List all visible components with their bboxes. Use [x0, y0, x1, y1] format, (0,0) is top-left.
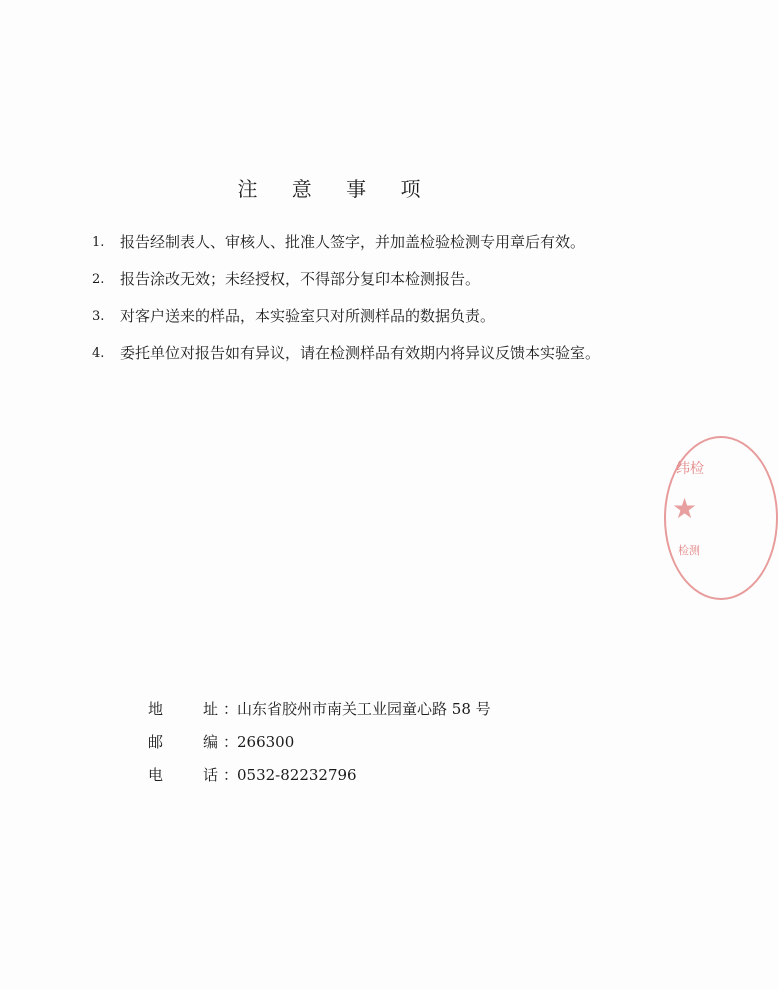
address-row [148, 693, 608, 726]
note-number: 1. [92, 235, 105, 250]
postcode-row [148, 726, 608, 759]
postcode-value: 266300 [237, 733, 295, 751]
postcode-label-a: 邮 [148, 733, 164, 751]
postcode-colon: ： [223, 733, 239, 751]
note-number: 3. [92, 309, 105, 324]
note-number: 2. [92, 272, 105, 287]
postcode-label-b: 编 [203, 733, 219, 751]
note-text: 对客户送来的样品，本实验室只对所测样品的数据负责。 [120, 307, 496, 325]
stamp-text-top: 纬检 [676, 461, 704, 477]
address-label-a: 地 [148, 700, 164, 718]
contact-info [148, 693, 608, 792]
note-item [92, 335, 602, 372]
notes-list [92, 224, 602, 372]
note-item [92, 224, 602, 261]
note-item [92, 298, 602, 335]
address-value: 山东省胶州市南关工业园童心路 58 号 [237, 700, 491, 718]
note-text: 委托单位对报告如有异议，请在检测样品有效期内将异议反馈本实验室。 [120, 344, 601, 362]
star-icon: ★ [672, 492, 698, 525]
note-text: 报告经制表人、审核人、批准人签字，并加盖检验检测专用章后有效。 [120, 233, 586, 251]
note-number: 4. [92, 346, 105, 361]
address-colon: ： [223, 700, 239, 718]
address-label-b: 址 [203, 700, 219, 718]
note-item [92, 261, 602, 298]
phone-label-b: 话 [203, 766, 219, 784]
phone-label-a: 电 [148, 766, 164, 784]
phone-value: 0532-82232796 [237, 766, 357, 784]
phone-colon: ： [223, 766, 239, 784]
page-title: 注 意 事 项 [237, 177, 435, 202]
stamp-text-bottom: 检测 [678, 544, 700, 557]
phone-row [148, 759, 608, 792]
official-seal-stamp [664, 436, 778, 600]
note-text: 报告涂改无效；未经授权，不得部分复印本检测报告。 [120, 270, 481, 288]
